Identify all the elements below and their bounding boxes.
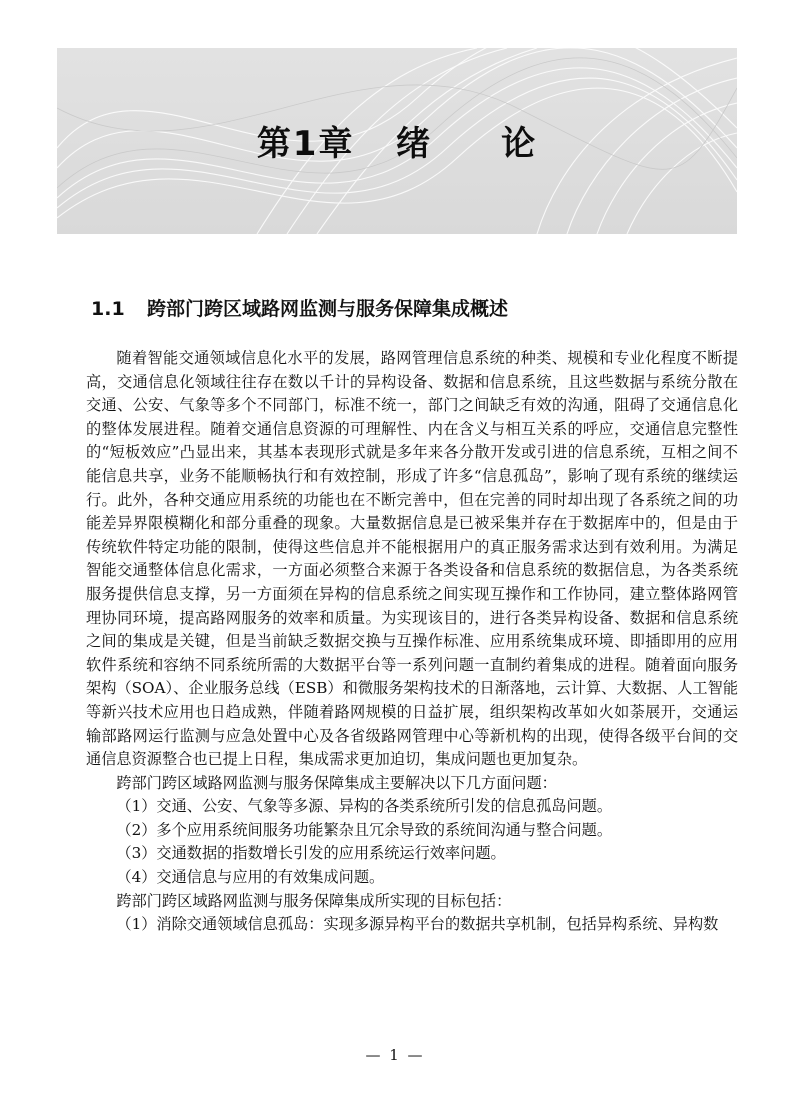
page-number: — 1 — — [365, 1046, 425, 1064]
paragraph: 跨部门跨区域路网监测与服务保障集成主要解决以下几方面问题： — [116, 773, 557, 792]
section-title: 跨部门跨区域路网监测与服务保障集成概述 — [147, 298, 509, 320]
paragraph: 跨部门跨区域路网监测与服务保障集成所实现的目标包括： — [116, 891, 512, 910]
list-item: （4）交通信息与应用的有效集成问题。 — [116, 868, 385, 887]
section-number: 1.1 — [91, 298, 125, 320]
list-item: （1）消除交通领域信息孤岛：实现多源异构平台的数据共享机制，包括异构系统、异构数 — [116, 915, 719, 934]
body-text — [86, 347, 738, 937]
section-heading — [91, 294, 731, 321]
paragraph: 随着智能交通领域信息化水平的发展，路网管理信息系统的种类、规模和专业化程度不断提高，交通信息化领域往往存在数以千计的异构设备、数据和信息系统，且这些数据与系统分散在交通、公安、气象等多个不同部门，标准不统一，部门之间缺乏有效的沟通，阻碍了交通信息化的整体发展进程。随着交通信息资源的可理解性、内在含义与相互关系的呼应，交通信息完整性的“短板效应”凸显出来，其基本表现形式就是多年来各分散开发或引进的信息系统，互相之间不能信息共享，业务不能顺畅执行和有效控制，形成了许多“信息孤岛”，影响了现有系统的继续运行。此外，各种交通应用系统的功能也在不断完善中，但在完善的同时却出现了各系统之间的功能差异界限模糊化和部分重叠的现象。大量数据信息是已被采集并存在于数据库中的，但是由于传统软件特定功能的限制，使得这些信息并不能根据用户的真正服务需求达到有效利用。为满足智能交通整体信息化需求，一方面必须整合来源于各类设备和信息系统的数据信息，为各类系统服务提供信息支撑，另一方面须在异构的信息系统之间实现互操作和工作协同，建立整体路网管理协同环境，提高路网服务的效率和质量。为实现该目的，进行各类异构设备、数据和信息系统之间的集成是关键，但是当前缺乏数据交换与互操作标准、应用系统集成环境、即插即用的应用软件系统和容纳不同系统所需的大数据平台等一系列问题一直制约着集成的进程。随着面向服务架构（SOA）、企业服务总线（ESB）和微服务架构技术的日渐落地，云计算、大数据、人工智能等新兴技术应用也日趋成熟，伴随着路网规模的日益扩展，组织架构改革如火如荼展开，交通运输部路网运行监测与应急处置中心及各省级路网管理中心等新机构的出现，使得各级平台间的交通信息资源整合也已提上日程，集成需求更加迫切，集成问题也更加复杂。 — [86, 349, 738, 769]
list-item: （1）交通、公安、气象等多源、异构的各类系统所引发的信息孤岛问题。 — [116, 797, 613, 816]
chapter-title: 第1章 绪 论 — [256, 124, 538, 164]
list-item: （3）交通数据的指数增长引发的应用系统运行效率问题。 — [116, 844, 506, 863]
chapter-banner — [57, 48, 737, 234]
list-item: （2）多个应用系统间服务功能繁杂且冗余导致的系统间沟通与整合问题。 — [116, 820, 613, 839]
